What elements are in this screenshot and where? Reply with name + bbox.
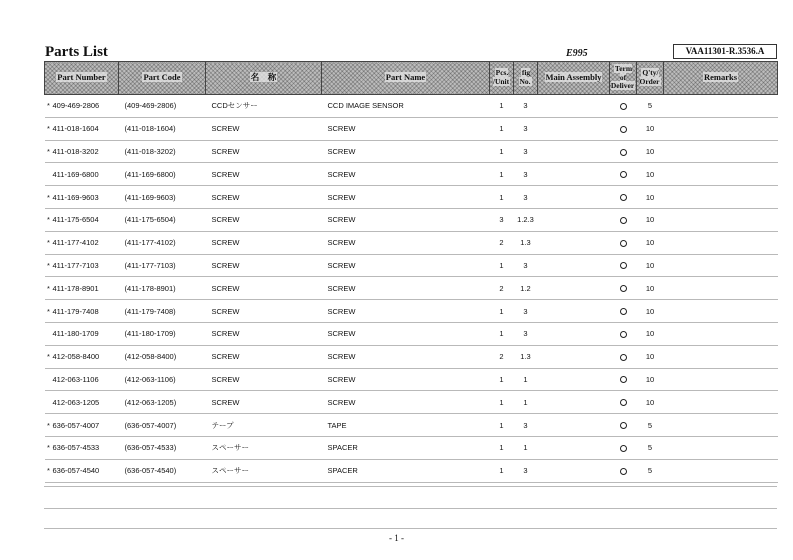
qty-order-cell: 10 — [637, 140, 664, 163]
part-number-text: 411-177-4102 — [52, 238, 99, 248]
empty-row-divider — [44, 528, 777, 529]
part-code-cell: (411-180-1709) — [119, 322, 206, 345]
fig-no-cell: 3 — [514, 300, 538, 323]
pcs-unit-cell: 1 — [490, 186, 514, 209]
jp-name-cell: SCREW — [206, 322, 322, 345]
new-part-marker: * — [47, 352, 50, 362]
part-number-text: 636-057-4007 — [52, 420, 100, 430]
circle-icon — [620, 308, 627, 315]
main-assembly-cell — [538, 391, 610, 414]
remarks-cell — [664, 117, 778, 140]
part-name-cell: SCREW — [322, 322, 490, 345]
new-part-marker: * — [47, 215, 50, 225]
jp-name-cell: スペーサー — [206, 459, 322, 482]
part-number-cell — [45, 208, 119, 231]
part-number-cell — [45, 391, 119, 414]
circle-icon — [620, 217, 627, 224]
part-code-cell: (411-018-3202) — [119, 140, 206, 163]
col-header-qty-order: Q'ty/ Order — [637, 62, 664, 95]
jp-name-cell: SCREW — [206, 140, 322, 163]
remarks-cell — [664, 140, 778, 163]
main-assembly-cell — [538, 208, 610, 231]
fig-no-cell: 1.2.3 — [514, 208, 538, 231]
circle-icon — [620, 194, 627, 201]
table-row — [45, 459, 778, 482]
circle-icon — [620, 240, 627, 247]
new-part-marker: * — [47, 238, 50, 248]
jp-name-cell: SCREW — [206, 208, 322, 231]
circle-icon — [620, 262, 627, 269]
circle-icon — [620, 422, 627, 429]
part-code-cell: (412-063-1106) — [119, 368, 206, 391]
term-of-deliver-cell — [610, 95, 637, 118]
table-row — [45, 95, 778, 118]
part-number-cell — [45, 254, 119, 277]
jp-name-cell: SCREW — [206, 254, 322, 277]
pcs-unit-cell: 2 — [490, 277, 514, 300]
qty-order-cell: 5 — [637, 414, 664, 437]
remarks-cell — [664, 208, 778, 231]
table-row — [45, 322, 778, 345]
fig-no-cell: 1 — [514, 391, 538, 414]
circle-icon — [620, 103, 627, 110]
part-code-cell: (412-058-8400) — [119, 345, 206, 368]
circle-icon — [620, 354, 627, 361]
part-name-cell: SPACER — [322, 436, 490, 459]
document-title: Parts List — [45, 44, 108, 60]
new-part-marker: * — [47, 420, 50, 430]
part-name-cell: SCREW — [322, 231, 490, 254]
circle-icon — [620, 399, 627, 406]
qty-order-cell: 10 — [637, 254, 664, 277]
remarks-cell — [664, 163, 778, 186]
remarks-cell — [664, 414, 778, 437]
part-number-cell — [45, 322, 119, 345]
table-row — [45, 140, 778, 163]
term-of-deliver-cell — [610, 277, 637, 300]
term-of-deliver-cell — [610, 254, 637, 277]
table-row — [45, 231, 778, 254]
part-code-cell: (411-178-8901) — [119, 277, 206, 300]
part-code-cell: (411-177-4102) — [119, 231, 206, 254]
parts-table — [44, 61, 778, 483]
part-code-cell: (636-057-4540) — [119, 459, 206, 482]
pcs-unit-cell: 1 — [490, 300, 514, 323]
table-row — [45, 117, 778, 140]
part-code-cell: (409-469-2806) — [119, 95, 206, 118]
main-assembly-cell — [538, 436, 610, 459]
pcs-unit-cell: 1 — [490, 95, 514, 118]
main-assembly-cell — [538, 300, 610, 323]
col-header-part-name: Part Name — [322, 62, 490, 95]
remarks-cell — [664, 345, 778, 368]
remarks-cell — [664, 95, 778, 118]
part-name-cell: SCREW — [322, 345, 490, 368]
qty-order-cell: 10 — [637, 345, 664, 368]
term-of-deliver-cell — [610, 163, 637, 186]
main-assembly-cell — [538, 345, 610, 368]
circle-icon — [620, 376, 627, 383]
qty-order-cell: 10 — [637, 186, 664, 209]
circle-icon — [620, 331, 627, 338]
main-assembly-cell — [538, 117, 610, 140]
table-header-row — [45, 62, 778, 95]
new-part-marker: * — [47, 192, 50, 202]
fig-no-cell: 3 — [514, 322, 538, 345]
part-number-cell — [45, 414, 119, 437]
part-number-text: 636-057-4533 — [52, 443, 100, 453]
remarks-cell — [664, 368, 778, 391]
part-code-cell: (636-057-4007) — [119, 414, 206, 437]
term-of-deliver-cell — [610, 117, 637, 140]
part-number-text: 412-063-1205 — [52, 397, 100, 407]
table-row — [45, 163, 778, 186]
part-number-text: 411-175-6504 — [52, 215, 99, 225]
part-code-cell: (411-169-9603) — [119, 186, 206, 209]
part-name-cell: SCREW — [322, 391, 490, 414]
fig-no-cell: 1.3 — [514, 345, 538, 368]
table-row — [45, 300, 778, 323]
part-number-cell — [45, 186, 119, 209]
main-assembly-cell — [538, 231, 610, 254]
qty-order-cell: 5 — [637, 459, 664, 482]
fig-no-cell: 3 — [514, 95, 538, 118]
jp-name-cell: SCREW — [206, 186, 322, 209]
qty-order-cell: 10 — [637, 208, 664, 231]
part-name-cell: SCREW — [322, 186, 490, 209]
main-assembly-cell — [538, 254, 610, 277]
jp-name-cell: SCREW — [206, 391, 322, 414]
term-of-deliver-cell — [610, 140, 637, 163]
qty-order-cell: 10 — [637, 231, 664, 254]
pcs-unit-cell: 1 — [490, 368, 514, 391]
term-of-deliver-cell — [610, 345, 637, 368]
part-name-cell: TAPE — [322, 414, 490, 437]
new-part-marker: * — [47, 306, 50, 316]
main-assembly-cell — [538, 163, 610, 186]
qty-order-cell: 10 — [637, 117, 664, 140]
jp-name-cell: SCREW — [206, 368, 322, 391]
fig-no-cell: 1.3 — [514, 231, 538, 254]
part-number-cell — [45, 300, 119, 323]
pcs-unit-cell: 1 — [490, 391, 514, 414]
remarks-cell — [664, 459, 778, 482]
fig-no-cell: 3 — [514, 254, 538, 277]
col-header-part-code: Part Code — [119, 62, 206, 95]
part-name-cell: SPACER — [322, 459, 490, 482]
empty-row-divider — [44, 486, 777, 487]
part-number-cell — [45, 368, 119, 391]
term-of-deliver-cell — [610, 300, 637, 323]
part-number-text: 411-018-3202 — [52, 146, 99, 156]
part-code-cell: (411-179-7408) — [119, 300, 206, 323]
circle-icon — [620, 468, 627, 475]
pcs-unit-cell: 1 — [490, 459, 514, 482]
jp-name-cell: SCREW — [206, 231, 322, 254]
term-of-deliver-cell — [610, 322, 637, 345]
main-assembly-cell — [538, 414, 610, 437]
part-number-cell — [45, 140, 119, 163]
main-assembly-cell — [538, 140, 610, 163]
qty-order-cell: 10 — [637, 277, 664, 300]
part-number-cell — [45, 277, 119, 300]
jp-name-cell: スペーサー — [206, 436, 322, 459]
term-of-deliver-cell — [610, 436, 637, 459]
qty-order-cell: 10 — [637, 391, 664, 414]
part-name-cell: SCREW — [322, 208, 490, 231]
empty-row-divider — [44, 508, 777, 509]
part-number-cell — [45, 231, 119, 254]
document-number: VAA11301-R.3536.A — [673, 44, 777, 59]
fig-no-cell: 1.2 — [514, 277, 538, 300]
pcs-unit-cell: 1 — [490, 254, 514, 277]
part-name-cell: SCREW — [322, 254, 490, 277]
fig-no-cell: 3 — [514, 459, 538, 482]
qty-order-cell: 5 — [637, 95, 664, 118]
main-assembly-cell — [538, 459, 610, 482]
main-assembly-cell — [538, 322, 610, 345]
part-number-text: 636-057-4540 — [52, 466, 100, 476]
col-header-term-of-deliver: Term of Deliver — [610, 62, 637, 95]
col-header-main-assembly: Main Assembly — [538, 62, 610, 95]
term-of-deliver-cell — [610, 414, 637, 437]
jp-name-cell: SCREW — [206, 300, 322, 323]
qty-order-cell: 10 — [637, 300, 664, 323]
pcs-unit-cell: 1 — [490, 117, 514, 140]
new-part-marker: * — [47, 443, 50, 453]
new-part-marker: * — [47, 283, 50, 293]
part-name-cell: SCREW — [322, 163, 490, 186]
table-row — [45, 208, 778, 231]
circle-icon — [620, 149, 627, 156]
table-body — [45, 95, 778, 483]
part-number-text: 412-058-8400 — [52, 352, 100, 362]
fig-no-cell: 1 — [514, 436, 538, 459]
pcs-unit-cell: 1 — [490, 436, 514, 459]
part-code-cell: (412-063-1205) — [119, 391, 206, 414]
jp-name-cell: テープ — [206, 414, 322, 437]
table-row — [45, 436, 778, 459]
jp-name-cell: SCREW — [206, 163, 322, 186]
col-header-fig-no: fig No. — [514, 62, 538, 95]
pcs-unit-cell: 1 — [490, 140, 514, 163]
pcs-unit-cell: 2 — [490, 345, 514, 368]
part-code-cell: (411-177-7103) — [119, 254, 206, 277]
col-header-part-number: Part Number — [45, 62, 119, 95]
pcs-unit-cell: 1 — [490, 322, 514, 345]
qty-order-cell: 10 — [637, 322, 664, 345]
page-number: - 1 - — [389, 533, 404, 543]
part-number-text: 411-178-8901 — [52, 283, 99, 293]
qty-order-cell: 5 — [637, 436, 664, 459]
jp-name-cell: SCREW — [206, 117, 322, 140]
circle-icon — [620, 126, 627, 133]
part-number-text: 411-169-9603 — [52, 192, 99, 202]
remarks-cell — [664, 254, 778, 277]
part-number-text: 411-169-6800 — [52, 169, 99, 179]
main-assembly-cell — [538, 186, 610, 209]
part-name-cell: SCREW — [322, 277, 490, 300]
part-number-cell — [45, 95, 119, 118]
part-code-cell: (411-018-1604) — [119, 117, 206, 140]
fig-no-cell: 3 — [514, 414, 538, 437]
part-name-cell: SCREW — [322, 368, 490, 391]
fig-no-cell: 3 — [514, 140, 538, 163]
part-code-cell: (411-175-6504) — [119, 208, 206, 231]
table-row — [45, 414, 778, 437]
remarks-cell — [664, 391, 778, 414]
col-header-jp-name: 名 称 — [206, 62, 322, 95]
circle-icon — [620, 171, 627, 178]
part-name-cell: SCREW — [322, 117, 490, 140]
part-number-text: 411-018-1604 — [52, 124, 99, 134]
fig-no-cell: 3 — [514, 117, 538, 140]
term-of-deliver-cell — [610, 186, 637, 209]
part-number-text: 409-469-2806 — [52, 101, 100, 111]
remarks-cell — [664, 277, 778, 300]
fig-no-cell: 3 — [514, 186, 538, 209]
remarks-cell — [664, 300, 778, 323]
term-of-deliver-cell — [610, 231, 637, 254]
pcs-unit-cell: 1 — [490, 414, 514, 437]
qty-order-cell: 10 — [637, 368, 664, 391]
part-number-text: 411-177-7103 — [52, 260, 99, 270]
table-row — [45, 368, 778, 391]
pcs-unit-cell: 3 — [490, 208, 514, 231]
pcs-unit-cell: 2 — [490, 231, 514, 254]
fig-no-cell: 3 — [514, 163, 538, 186]
table-row — [45, 254, 778, 277]
part-name-cell: SCREW — [322, 300, 490, 323]
main-assembly-cell — [538, 368, 610, 391]
jp-name-cell: SCREW — [206, 345, 322, 368]
part-name-cell: SCREW — [322, 140, 490, 163]
pcs-unit-cell: 1 — [490, 163, 514, 186]
new-part-marker: * — [47, 124, 50, 134]
table-row — [45, 391, 778, 414]
part-code-cell: (411-169-6800) — [119, 163, 206, 186]
remarks-cell — [664, 186, 778, 209]
part-number-cell — [45, 345, 119, 368]
circle-icon — [620, 445, 627, 452]
part-code-cell: (636-057-4533) — [119, 436, 206, 459]
jp-name-cell: CCDセンサー — [206, 95, 322, 118]
qty-order-cell: 10 — [637, 163, 664, 186]
table-row — [45, 345, 778, 368]
table-row — [45, 277, 778, 300]
remarks-cell — [664, 231, 778, 254]
part-number-cell — [45, 117, 119, 140]
table-row — [45, 186, 778, 209]
part-number-text: 411-180-1709 — [52, 329, 99, 339]
main-assembly-cell — [538, 95, 610, 118]
new-part-marker: * — [47, 260, 50, 270]
term-of-deliver-cell — [610, 368, 637, 391]
part-number-text: 412-063-1106 — [52, 374, 99, 384]
jp-name-cell: SCREW — [206, 277, 322, 300]
circle-icon — [620, 285, 627, 292]
main-assembly-cell — [538, 277, 610, 300]
new-part-marker: * — [47, 466, 50, 476]
new-part-marker: * — [47, 146, 50, 156]
part-number-text: 411-179-7408 — [52, 306, 99, 316]
fig-no-cell: 1 — [514, 368, 538, 391]
col-header-pcs-unit: Pcs. /Unit — [490, 62, 514, 95]
part-number-cell — [45, 436, 119, 459]
part-number-cell — [45, 163, 119, 186]
term-of-deliver-cell — [610, 459, 637, 482]
term-of-deliver-cell — [610, 391, 637, 414]
remarks-cell — [664, 322, 778, 345]
part-number-cell — [45, 459, 119, 482]
term-of-deliver-cell — [610, 208, 637, 231]
model-number: E995 — [566, 48, 588, 59]
col-header-remarks: Remarks — [664, 62, 778, 95]
part-name-cell: CCD IMAGE SENSOR — [322, 95, 490, 118]
remarks-cell — [664, 436, 778, 459]
new-part-marker: * — [47, 101, 50, 111]
